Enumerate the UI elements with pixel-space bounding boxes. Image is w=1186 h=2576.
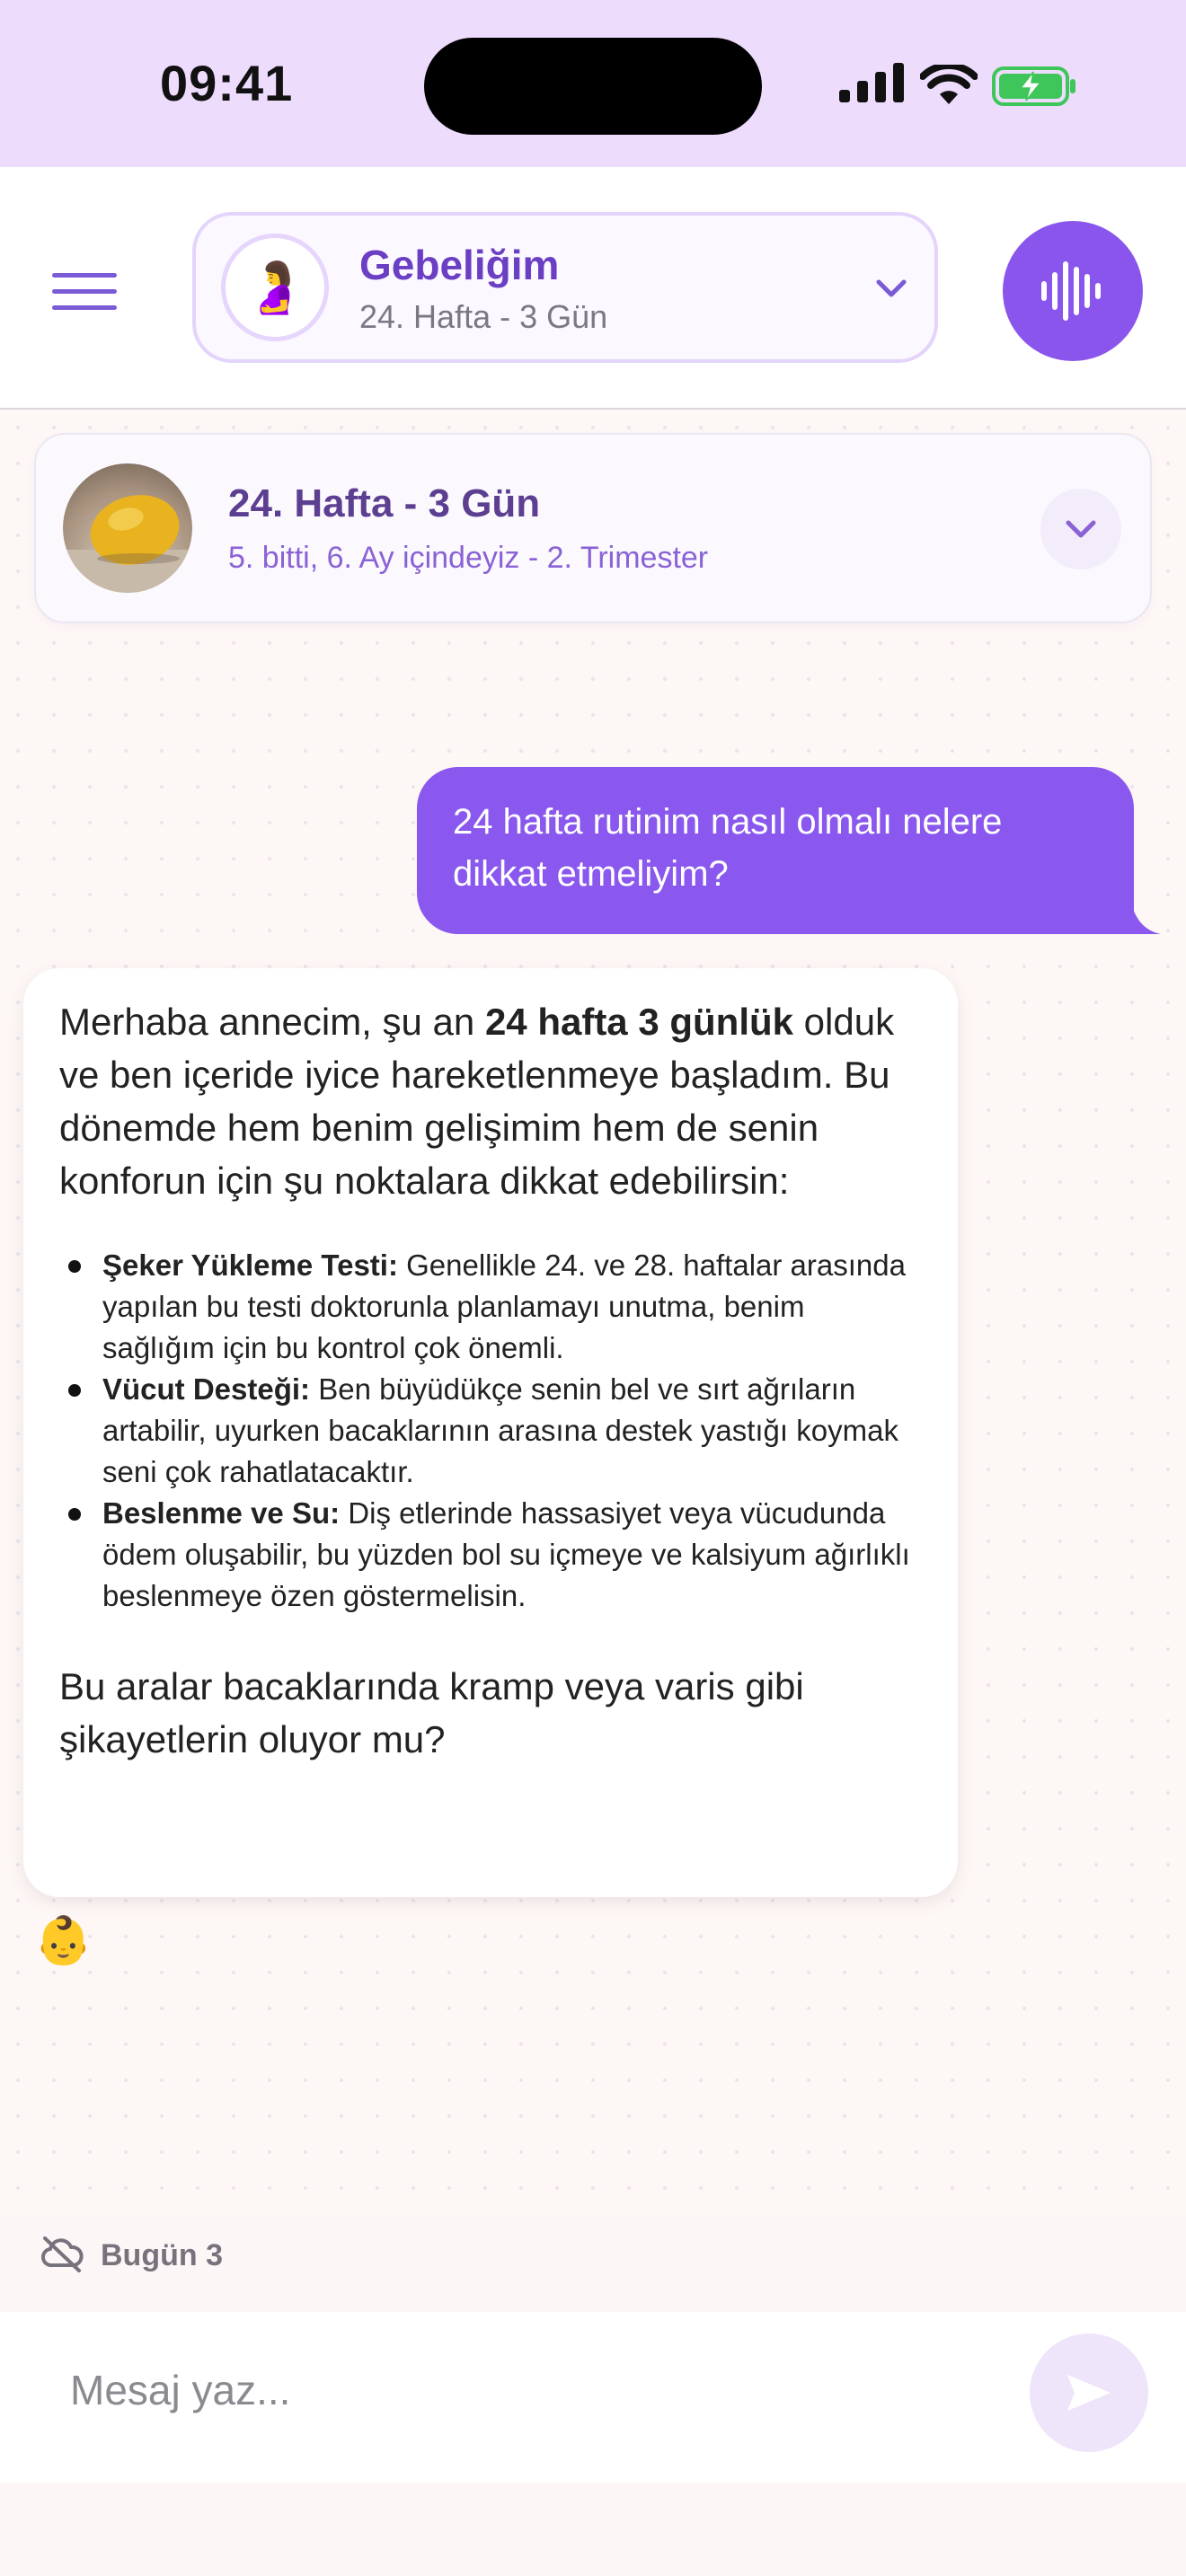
profile-title: Gebeliğim [359,242,560,288]
week-card-expand-button[interactable] [1040,489,1121,569]
profile-selector[interactable] [192,212,938,363]
chevron-down-icon [1063,516,1099,543]
message-input[interactable] [68,2353,988,2427]
tips-list [59,1245,922,1617]
wifi-icon [920,65,978,106]
user-bubble-tail [1114,898,1161,934]
voice-waveform-icon [1039,257,1107,325]
assistant-message-bubble [23,968,958,1897]
baby-face-icon: 👶 [34,1915,93,1967]
sync-label: Bugün 3 [101,2238,223,2272]
week-info-card[interactable] [34,433,1152,623]
send-button[interactable] [1030,2333,1148,2452]
list-item: Şeker Yükleme Testi: Genellikle 24. ve 28. haftalar arasında yapılan bu testi doktorunla planlamayı unutma, benim sağlığım için bu kontrol çok önemli. [102,1245,922,1369]
app-header [0,167,1186,410]
list-item: Vücut Desteği: Ben büyüdükçe senin bel ve sırt ağrıların artabilir, uyurken bacaklarının arasına destek yastığı koymak seni çok rahatlatacaktır. [102,1369,922,1493]
status-bar [0,0,1186,167]
user-message-bubble: 24 hafta rutinim nasıl olmalı nelere dikkat etmeliyim? [417,767,1134,934]
week-subtitle: 5. bitti, 6. Ay içindeyiz - 2. Trimester [228,541,709,575]
assistant-intro: Merhaba annecim, şu an 24 hafta 3 günlük olduk ve ben içeride iyice hareketlenmeye başladım. Bu dönemde hem benim gelişimim hem de senin konforun için şu noktalara dikkat edebilirsin: [59,1001,895,1202]
assistant-question: Bu aralar bacaklarında kramp veya varis gibi şikayetlerin oluyor mu? [59,1665,804,1760]
week-title: 24. Hafta - 3 Gün [228,481,541,525]
list-item: Beslenme ve Su: Diş etlerinde hassasiyet veya vücudunda ödem oluşabilir, bu yüzden bol su içmeye ve kalsiyum ağırlıklı beslenmeye özen göstermelisin. [102,1493,922,1617]
profile-subtitle: 24. Hafta - 3 Gün [359,298,608,335]
melon-icon [63,463,192,593]
hamburger-menu-icon[interactable] [52,273,119,313]
voice-button[interactable] [1003,221,1143,361]
dynamic-island [424,38,762,135]
send-icon [1066,2373,1112,2413]
status-time: 09:41 [160,55,294,111]
cloud-offline-icon [40,2235,84,2274]
week-size-image [63,463,192,593]
chevron-down-icon [873,275,909,302]
battery-charging-icon [992,66,1078,106]
pregnant-woman-icon: 🤰 [221,234,329,341]
